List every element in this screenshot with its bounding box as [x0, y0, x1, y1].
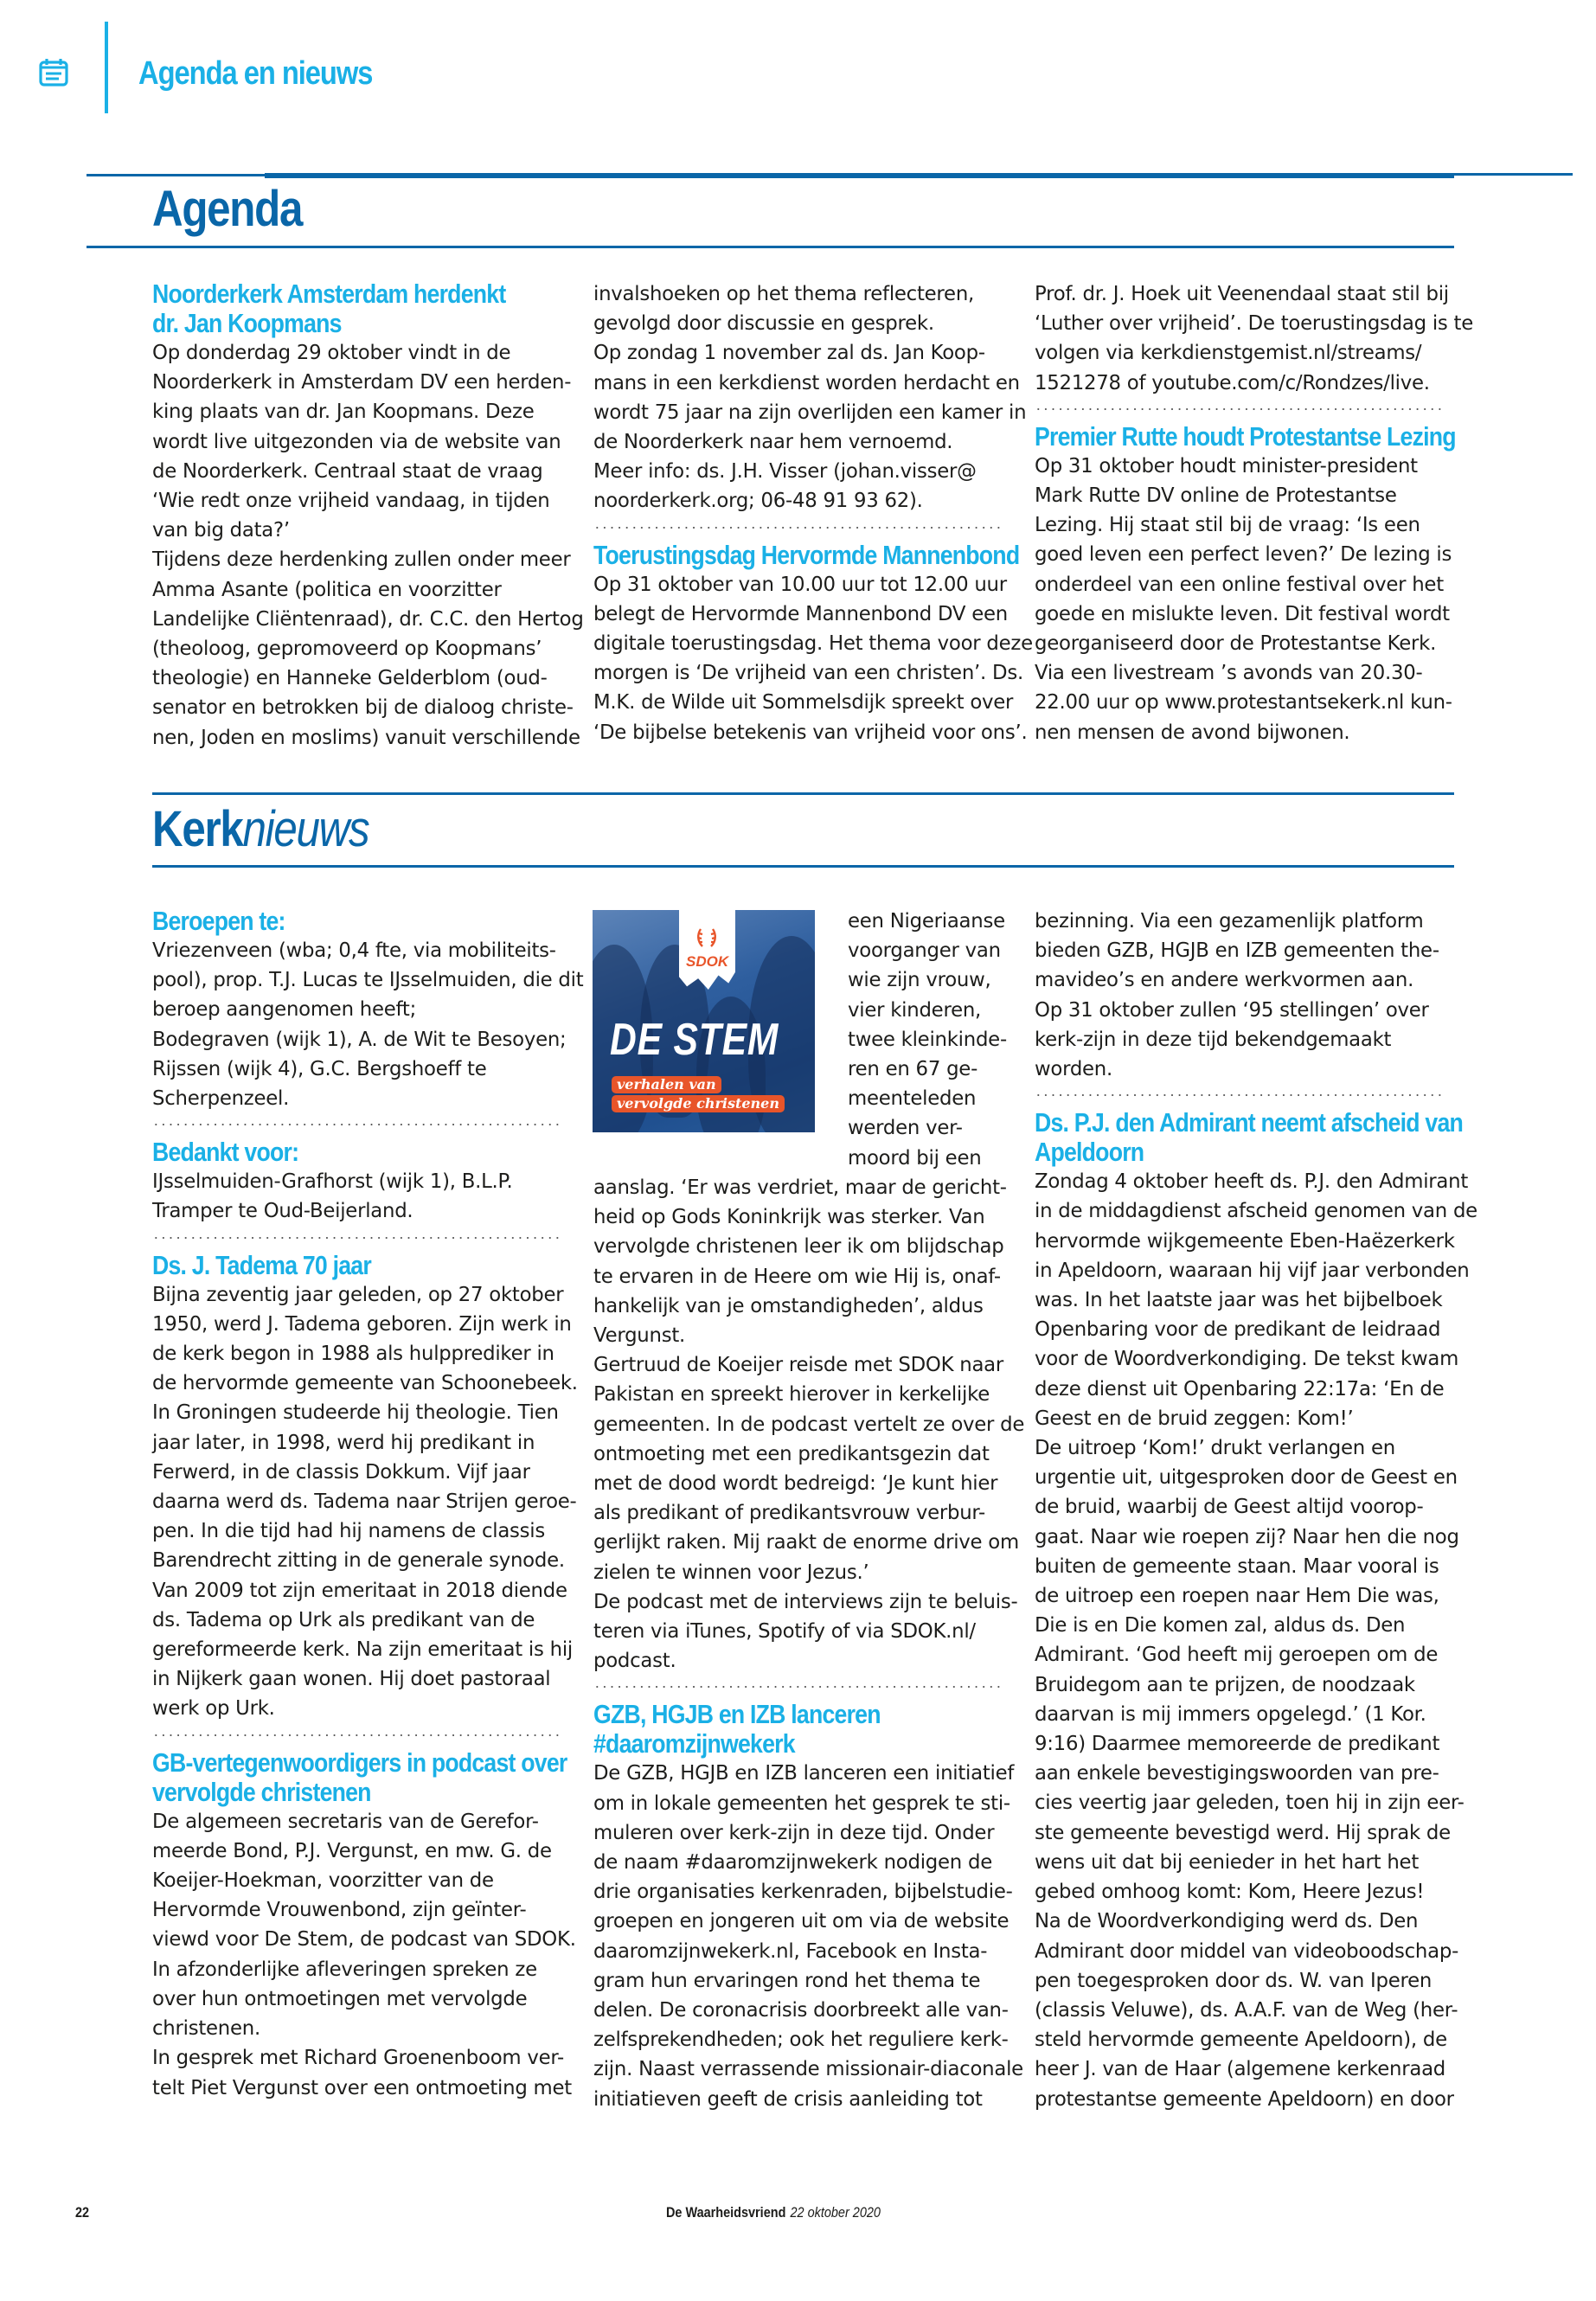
body-line: heid op Gods Koninkrijk was sterker. Van — [593, 1206, 985, 1229]
body-line: (classis Veluwe), ds. A.A.F. van de Weg (her- — [1035, 1998, 1458, 2022]
body-line: Pakistan en spreekt hierover in kerkelijke — [593, 1383, 990, 1407]
body-line: De uitroep ‘Kom!’ drukt verlangen en — [1035, 1437, 1395, 1460]
article-heading: Ds. J. Tadema 70 jaar — [152, 1249, 371, 1280]
body-line: groepen en jongeren uit om via de website — [593, 1910, 1010, 1933]
body-line: voorganger van — [848, 939, 1001, 963]
article-heading: Premier Rutte houdt Protestantse Lezing — [1035, 420, 1456, 452]
podcast-tagline: vervolgde christenen — [612, 1095, 785, 1112]
body-line: gerlijkt raken. Mij raakt de enorme drive om — [593, 1531, 1019, 1554]
body-line: 22.00 uur op www.protestantsekerk.nl kun- — [1035, 691, 1452, 715]
body-line: ontmoeting met een predikantsgezin dat — [593, 1442, 990, 1465]
body-line: theologie) en Hanneke Gelderblom (oud- — [152, 667, 548, 690]
article-heading: #daaromzijnwekerk — [593, 1728, 795, 1759]
body-line: gram hun ervaringen rond het thema te — [593, 1969, 981, 1992]
body-line: Op donderdag 29 oktober vindt in de — [152, 342, 511, 364]
kerknieuws-column-2-wrap — [848, 907, 1012, 1173]
kerknieuws-column-2 — [593, 1173, 1025, 2114]
agenda-bottom-rule — [87, 246, 1454, 248]
body-line: georganiseerd door de Protestantse Kerk. — [1035, 632, 1437, 656]
body-line: de kerk begon in 1988 als hulpprediker in — [152, 1343, 554, 1366]
body-line: ds. Tadema op Urk als predikant van de — [152, 1608, 535, 1631]
body-line: was. In het laatste jaar was het bijbelboek — [1035, 1289, 1443, 1312]
body-line: in de middagdienst afscheid genomen van de — [1035, 1200, 1477, 1223]
body-line: drie organisaties kerkenraden, bijbelstudie- — [593, 1881, 1013, 1904]
header-divider — [105, 22, 108, 113]
body-line: 1950, werd J. Tadema geboren. Zijn werk in — [152, 1312, 572, 1336]
body-line: Noorderkerk in Amsterdam DV een herden- — [152, 371, 572, 394]
body-line: de Noorderkerk. Centraal staat de vraag — [152, 459, 543, 483]
body-line: Op zondag 1 november zal ds. Jan Koop- — [593, 342, 985, 365]
body-line: Scherpenzeel. — [152, 1087, 290, 1111]
dotted-separator — [1035, 408, 1446, 410]
article-heading: Toerustingsdag Hervormde Mannenbond — [593, 539, 1020, 570]
article-beroepen — [152, 906, 584, 1113]
kerknieuws-title-bold: Kerk — [152, 801, 243, 857]
body-line: Gertruud de Koeijer reisde met SDOK naar — [593, 1354, 1004, 1377]
agenda-top-rule-lead — [87, 174, 268, 176]
body-line: Bijna zeventig jaar geleden, op 27 oktober — [152, 1283, 564, 1306]
dotted-separator — [152, 1124, 564, 1125]
body-line: gebed omhoog komt: Kom, Heere Jezus! — [1035, 1881, 1425, 1904]
body-line: Amma Asante (politica en voorzitter — [152, 578, 502, 601]
body-line: meenteleden — [848, 1087, 977, 1111]
body-line: Openbaring voor de predikant de leidraad — [1035, 1318, 1441, 1342]
article-heading: Apeldoorn — [1035, 1137, 1144, 1168]
body-line: Zondag 4 oktober heeft ds. P.J. den Admirant — [1035, 1170, 1469, 1194]
body-line: in Nijkerk gaan wonen. Hij doet pastoraal — [152, 1668, 551, 1691]
body-line: goed leven een perfect leven?’ De lezing is — [1035, 543, 1452, 567]
body-line: pool), prop. T.J. Lucas te IJsselmuiden, die dit — [152, 969, 584, 992]
dotted-separator — [593, 527, 1005, 529]
body-line: beroep aangenomen heeft; — [152, 998, 417, 1022]
body-line: De podcast met de interviews zijn te beluis- — [593, 1590, 1018, 1613]
body-line: muleren over kerk-zijn in deze tijd. Onder — [593, 1821, 995, 1844]
body-line: worden. — [1035, 1058, 1113, 1081]
body-line: ‘Luther over vrijheid’. De toerustingsdag is te — [1035, 312, 1473, 336]
body-line: goede en mislukte leven. Dit festival wordt — [1035, 602, 1450, 625]
body-line: Prof. dr. J. Hoek uit Veenendaal staat stil bij — [1035, 283, 1449, 305]
laurel-icon — [694, 926, 720, 952]
body-line: Rijssen (wijk 4), G.C. Bergshoeff te — [152, 1057, 487, 1080]
page-number: 22 — [75, 2204, 90, 2221]
article-noorderkerk-continued — [593, 279, 1027, 516]
body-line: in Apeldoorn, waaraan hij vijf jaar verbonden — [1035, 1259, 1470, 1282]
kerknieuws-title — [152, 800, 369, 858]
body-line: als predikant of predikantsvrouw verbur- — [593, 1502, 986, 1525]
body-line: podcast. — [593, 1650, 676, 1673]
body-line: In Groningen studeerde hij theologie. Tien — [152, 1401, 559, 1425]
podcast-tagline: verhalen van — [612, 1076, 721, 1093]
body-line: gaat. Naar wie roepen zij? Naar hen die nog — [1035, 1525, 1459, 1548]
agenda-column-2 — [593, 279, 1033, 747]
body-line: werk op Urk. — [152, 1697, 275, 1721]
body-line: zielen te winnen voor Jezus.’ — [593, 1561, 869, 1584]
body-line: nen, Joden en moslims) vanuit verschillende — [152, 726, 580, 749]
body-line: telt Piet Vergunst over een ontmoeting met — [152, 2076, 572, 2099]
article-gb-podcast-continued — [593, 1173, 1025, 1676]
body-line: Vriezenveen (wba; 0,4 fte, via mobiliteits- — [152, 939, 556, 962]
body-line: zelfsprekendheden; ook het reguliere kerk- — [593, 2029, 1009, 2052]
publication-info — [666, 2204, 881, 2221]
kerknieuws-title-italic: nieuws — [242, 801, 369, 857]
body-line: zijn. Naast verrassende missionair-diaconale — [593, 2058, 1023, 2081]
body-line: om in lokale gemeenten het gesprek te sti- — [593, 1791, 1010, 1815]
podcast-brand: SDOK — [686, 953, 729, 970]
body-line: morgen is ‘De vrijheid van een christen’. Ds. — [593, 662, 1023, 685]
body-line: christenen. — [152, 2017, 260, 2041]
body-line: gereformeerde kerk. Na zijn emeritaat is hij — [152, 1638, 573, 1662]
calendar-icon — [38, 57, 69, 88]
body-line: hervormde wijkgemeente Eben-Haëzerkerk — [1035, 1229, 1455, 1253]
body-line: ‘Wie redt onze vrijheid vandaag, in tijden — [152, 490, 550, 513]
body-line: mans in een kerkdienst worden herdacht en — [593, 371, 1020, 394]
body-line: In gesprek met Richard Groenenboom ver- — [152, 2047, 564, 2070]
body-line: Admirant. ‘God heeft mij geroepen om de — [1035, 1644, 1439, 1667]
kerknieuws-bottom-rule — [152, 865, 1454, 868]
body-line: van big data?’ — [152, 519, 290, 542]
body-line: moord bij een — [848, 1146, 982, 1170]
body-line: Landelijke Cliëntenraad), dr. C.C. den Hertog — [152, 607, 584, 631]
body-line: cies veertig jaar geleden, toen hij in zijn eer- — [1035, 1791, 1465, 1815]
body-line: Geest en de bruid zeggen: Kom!’ — [1035, 1407, 1354, 1430]
article-heading: GZB, HGJB en IZB lanceren — [593, 1699, 881, 1730]
body-line: deze dienst uit Openbaring 22:17a: ‘En de — [1035, 1377, 1445, 1400]
publication-date: 22 oktober 2020 — [790, 2204, 881, 2221]
body-line: heer J. van de Haar (algemene kerkenraad — [1035, 2058, 1446, 2081]
body-line: ren en 67 ge- — [848, 1058, 978, 1081]
body-line: pen toegesproken door ds. W. van Iperen — [1035, 1969, 1433, 1992]
body-line: twee kleinkinde- — [848, 1028, 1007, 1051]
kerknieuws-column-3 — [1035, 907, 1477, 2114]
body-line: teren via iTunes, Spotify of via SDOK.nl/ — [593, 1620, 976, 1644]
body-line: wordt 75 jaar na zijn overlijden een kamer in — [593, 401, 1027, 424]
kerknieuws-top-rule — [152, 792, 1454, 795]
article-heading: Noorderkerk Amsterdam herdenkt — [152, 279, 506, 309]
body-line: (theoloog, gepromoveerd op Koopmans’ — [152, 638, 542, 661]
article-heading: Bedankt voor: — [152, 1137, 299, 1168]
body-line: pen. In die tijd had hij namens de classis — [152, 1520, 546, 1543]
body-line: daarvan is mij immers opgelegd.’ (1 Kor. — [1035, 1702, 1426, 1726]
body-line: jaar later, in 1998, werd hij predikant in — [152, 1431, 535, 1454]
body-line: wie zijn vrouw, — [848, 969, 991, 992]
body-line: mavideo’s en andere werkvormen aan. — [1035, 969, 1414, 992]
body-line: de uitroep een roepen naar Hem Die was, — [1035, 1585, 1439, 1608]
article-bedankt — [152, 1138, 566, 1226]
body-line: vier kinderen, — [848, 998, 982, 1022]
body-line: Van 2009 tot zijn emeritaat in 2018 diende — [152, 1579, 567, 1602]
body-line: nen mensen de avond bijwonen. — [1035, 721, 1350, 744]
body-line: Na de Woordverkondiging werd ds. Den — [1035, 1910, 1419, 1933]
dotted-separator — [1035, 1094, 1446, 1096]
body-line: belegt de Hervormde Mannenbond DV een — [593, 602, 1008, 625]
body-line: Admirant door middel van videoboodschap- — [1035, 1939, 1459, 1963]
body-line: 1521278 of youtube.com/c/Rondzes/live. — [1035, 371, 1430, 394]
body-line: urgentie uit, uitgesproken door de Geest en — [1035, 1466, 1458, 1490]
article-heading: vervolgde christenen — [152, 1776, 371, 1807]
body-line: aan enkele bevestigingswoorden van pre- — [1035, 1762, 1439, 1785]
body-line: Barendrecht zitting in de generale synode. — [152, 1549, 565, 1573]
body-line: Op 31 oktober zullen ‘95 stellingen’ over — [1035, 998, 1429, 1022]
dotted-separator — [152, 1734, 564, 1736]
article-daaromzijnwekerk — [593, 1699, 1023, 2113]
body-line: daaromzijnwekerk.nl, Facebook en Insta- — [593, 1939, 988, 1963]
body-line: een Nigeriaanse — [848, 910, 1005, 933]
article-daaromzijnwekerk-continued — [1035, 907, 1448, 1084]
body-line: 9:16) Daarmee memoreerde de predikant — [1035, 1733, 1440, 1756]
body-line: M.K. de Wilde uit Sommelsdijk spreekt over — [593, 691, 1014, 715]
article-heading: GB-vertegenwoordigers in podcast over — [152, 1747, 567, 1778]
body-line: invalshoeken op het thema reflecteren, — [593, 283, 975, 305]
article-rutte-lezing — [1035, 420, 1456, 747]
body-line: Ferwerd, in de classis Dokkum. Vijf jaar — [152, 1460, 530, 1484]
body-line: king plaats van dr. Jan Koopmans. Deze — [152, 401, 535, 424]
body-line: Bruidegom aan te prijzen, de noodzaak — [1035, 1673, 1415, 1696]
body-line: Bodegraven (wijk 1), A. de Wit te Besoyen; — [152, 1028, 567, 1051]
body-line: werden ver- — [848, 1117, 963, 1140]
body-line: over hun ontmoetingen met vervolgde — [152, 1987, 528, 2010]
body-line: delen. De coronacrisis doorbreekt alle van- — [593, 1999, 1009, 2022]
body-line: gevolgd door discussie en gesprek. — [593, 312, 934, 336]
body-line: initiatieven geeft de crisis aanleiding tot — [593, 2087, 983, 2111]
body-line: ‘De bijbelse betekenis van vrijheid voor ons’. — [593, 721, 1028, 744]
agenda-column-3 — [1035, 279, 1473, 747]
body-line: Koeijer-Hoekman, voorzitter van de — [152, 1869, 494, 1893]
podcast-title: DE STEM — [610, 1015, 779, 1065]
body-line: de bruid, waarbij de Geest altijd voorop- — [1035, 1496, 1424, 1519]
body-line: onderdeel van een online festival over het — [1035, 573, 1444, 596]
body-line: senator en betrokken bij de dialoog christe- — [152, 696, 574, 720]
article-gb-podcast — [152, 1747, 576, 2103]
publication-name: De Waarheidsvriend — [666, 2204, 786, 2221]
body-line: de naam #daaromzijnwekerk nodigen de — [593, 1851, 992, 1875]
body-line: De GZB, HGJB en IZB lanceren een initiatief — [593, 1762, 1015, 1785]
body-line: viewd voor De Stem, de podcast van SDOK. — [152, 1928, 576, 1952]
body-line: meerde Bond, P.J. Vergunst, en mw. G. de — [152, 1839, 552, 1862]
body-line: de hervormde gemeente van Schoonebeek. — [152, 1372, 578, 1395]
article-den-admirant — [1035, 1107, 1477, 2114]
body-line: bezinning. Via een gezamenlijk platform — [1035, 910, 1424, 933]
body-line: voor de Woordverkondiging. De tekst kwam — [1035, 1348, 1459, 1371]
body-line: Via een livestream ’s avonds van 20.30- — [1035, 662, 1423, 685]
agenda-title: Agenda — [152, 181, 303, 237]
body-line: Die is en Die komen zal, aldus ds. Den — [1035, 1614, 1406, 1638]
article-tadema — [152, 1249, 578, 1724]
article-heading: Ds. P.J. den Admirant neemt afscheid van — [1035, 1107, 1464, 1138]
article-noorderkerk — [152, 279, 584, 753]
body-line: aanslag. ‘Er was verdriet, maar de gericht- — [593, 1176, 1007, 1199]
body-line: volgen via kerkdienstgemist.nl/streams/ — [1035, 342, 1422, 365]
section-label: Agenda en nieuws — [138, 55, 373, 92]
body-line: Lezing. Hij staat stil bij de vraag: ‘Is een — [1035, 514, 1420, 537]
body-line: Op 31 oktober van 10.00 uur tot 12.00 uur — [593, 573, 1007, 596]
agenda-column-1 — [152, 279, 584, 753]
body-line: buiten de gemeente staan. Maar vooral is — [1035, 1554, 1439, 1578]
body-line: Meer info: ds. J.H. Visser (johan.visser@ — [593, 460, 977, 484]
body-line: Tijdens deze herdenking zullen onder meer — [152, 548, 571, 572]
body-line: hankelijk van je omstandigheden’, aldus — [593, 1294, 984, 1317]
body-line: digitale toerustingsdag. Het thema voor deze — [593, 632, 1033, 656]
body-line: ste gemeente bevestigd werd. Hij sprak de — [1035, 1821, 1451, 1844]
body-line: noorderkerk.org; 06-48 91 93 62). — [593, 490, 923, 513]
body-line: de Noorderkerk naar hem vernoemd. — [593, 431, 953, 454]
article-toerustingsdag — [593, 539, 1033, 747]
body-line: De algemeen secretaris van de Gerefor- — [152, 1810, 539, 1833]
dotted-separator — [152, 1237, 564, 1239]
body-line: Op 31 oktober houdt minister-president — [1035, 454, 1418, 478]
body-line: Vergunst. — [593, 1324, 686, 1348]
body-line: met de dood wordt bedreigd: ‘Je kunt hier — [593, 1472, 998, 1496]
body-line: IJsselmuiden-Grafhorst (wijk 1), B.L.P. — [152, 1170, 513, 1194]
agenda-top-rule-tail — [1453, 173, 1573, 176]
body-line: wens uit dat bij eenieder in het hart het — [1035, 1850, 1420, 1874]
body-line: In afzonderlijke afleveringen spreken ze — [152, 1958, 537, 1981]
dotted-separator — [593, 1686, 1005, 1688]
body-line: vervolgde christenen leer ik om blijdschap — [593, 1235, 1004, 1259]
article-heading: Beroepen te: — [152, 906, 285, 936]
body-line: Hervormde Vrouwenbond, zijn geïnter- — [152, 1899, 527, 1922]
body-line: daarna werd ds. Tadema naar Strijen geroe- — [152, 1490, 577, 1514]
body-line: protestantse gemeente Apeldoorn) en door — [1035, 2087, 1454, 2111]
body-line: bieden GZB, HGJB en IZB gemeenten the- — [1035, 939, 1439, 963]
article-heading: dr. Jan Koopmans — [152, 308, 342, 338]
body-line: wordt live uitgezonden via de website van — [152, 430, 561, 453]
kerknieuws-column-1 — [152, 906, 584, 2103]
body-line: kerk-zijn in deze tijd bekendgemaakt — [1035, 1028, 1392, 1051]
body-line: steld hervormde gemeente Apeldoorn), de — [1035, 2029, 1447, 2052]
podcast-cover-image — [593, 910, 815, 1132]
body-line: Tramper te Oud-Beijerland. — [152, 1200, 413, 1223]
article-toerustingsdag-continued — [1035, 279, 1473, 398]
body-line: te ervaren in de Heere om wie Hij is, onaf- — [593, 1265, 1001, 1288]
body-line: gemeenten. In de podcast vertelt ze over de — [593, 1413, 1025, 1436]
body-line: Mark Rutte DV online de Protestantse — [1035, 484, 1397, 508]
agenda-top-rule — [265, 173, 1454, 178]
